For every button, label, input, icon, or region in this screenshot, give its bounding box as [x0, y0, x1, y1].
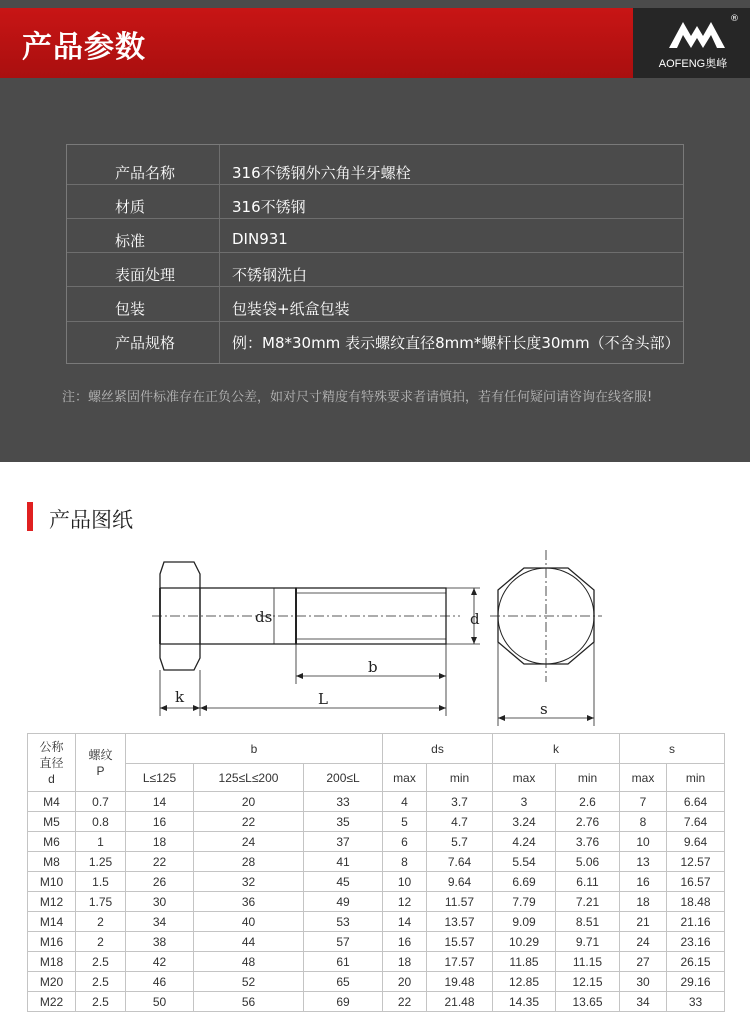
table-cell: 9.64 [427, 872, 493, 892]
table-cell: 20 [194, 792, 304, 812]
table-cell: 12.15 [556, 972, 620, 992]
k-label: k [175, 688, 185, 706]
subheader-cell: max [493, 764, 556, 792]
table-cell: 18 [620, 892, 667, 912]
table-cell: 3.7 [427, 792, 493, 812]
table-cell: 13.57 [427, 912, 493, 932]
ds-label: ds [255, 608, 273, 626]
table-cell: 2.5 [76, 952, 126, 972]
table-cell: 14.35 [493, 992, 556, 1012]
mountain-logo-icon [669, 18, 725, 48]
header-ds: ds [383, 734, 493, 764]
table-cell: 32 [194, 872, 304, 892]
table-cell: 7 [620, 792, 667, 812]
subheader-cell: L≤125 [126, 764, 194, 792]
table-cell: 30 [126, 892, 194, 912]
table-cell: 33 [304, 792, 383, 812]
table-cell: 7.21 [556, 892, 620, 912]
table-cell: 12.85 [493, 972, 556, 992]
table-row [28, 932, 725, 952]
table-cell: 2.6 [556, 792, 620, 812]
header-k: k [493, 734, 620, 764]
table-cell: 24 [194, 832, 304, 852]
l-label: L [318, 690, 328, 708]
table-cell: 49 [304, 892, 383, 912]
table-cell: 9.71 [556, 932, 620, 952]
table-cell: 65 [304, 972, 383, 992]
registered-mark: ® [730, 14, 739, 24]
bolt-technical-drawing [150, 548, 610, 728]
table-cell: 20 [383, 972, 427, 992]
table-cell: 1.75 [76, 892, 126, 912]
table-cell: 40 [194, 912, 304, 932]
param-row [67, 188, 683, 222]
table-cell: 27 [620, 952, 667, 972]
table-cell: 35 [304, 812, 383, 832]
table-cell: 14 [383, 912, 427, 932]
table-cell: 24 [620, 932, 667, 952]
table-cell: 29.16 [667, 972, 725, 992]
table-cell: 37 [304, 832, 383, 852]
table-cell: 0.7 [76, 792, 126, 812]
table-cell: 7.64 [427, 852, 493, 872]
table-cell: 28 [194, 852, 304, 872]
table-cell: 26.15 [667, 952, 725, 972]
table-cell: 2 [76, 912, 126, 932]
table-cell: 44 [194, 932, 304, 952]
table-header-row [28, 734, 725, 764]
table-cell: 50 [126, 992, 194, 1012]
table-cell: 34 [126, 912, 194, 932]
table-row [28, 872, 725, 892]
table-row [28, 952, 725, 972]
header-s: s [620, 734, 725, 764]
table-cell: 18.48 [667, 892, 725, 912]
table-cell: 9.64 [667, 832, 725, 852]
table-cell: 16 [383, 932, 427, 952]
table-row [28, 812, 725, 832]
table-cell: 61 [304, 952, 383, 972]
table-row [28, 852, 725, 872]
table-cell: 7.64 [667, 812, 725, 832]
subheader-cell: 200≤L [304, 764, 383, 792]
row-divider [67, 286, 683, 287]
header-b: b [126, 734, 383, 764]
header-nominal-diameter: 公称 直径 d [28, 734, 76, 792]
row-divider [67, 218, 683, 219]
table-cell: 12 [383, 892, 427, 912]
table-cell: 6.69 [493, 872, 556, 892]
table-cell: M18 [28, 952, 76, 972]
header-banner [0, 8, 750, 78]
param-value: 包装袋+纸盒包装 [232, 300, 350, 318]
table-cell: 3.76 [556, 832, 620, 852]
table-cell: 17.57 [427, 952, 493, 972]
table-cell: 4.7 [427, 812, 493, 832]
d-label: d [470, 610, 480, 628]
param-label: 表面处理 [115, 266, 176, 284]
table-cell: 11.15 [556, 952, 620, 972]
table-cell: 41 [304, 852, 383, 872]
table-cell: 52 [194, 972, 304, 992]
table-cell: 5 [383, 812, 427, 832]
table-cell: 2.76 [556, 812, 620, 832]
table-cell: 1.5 [76, 872, 126, 892]
table-cell: 5.06 [556, 852, 620, 872]
table-cell: 56 [194, 992, 304, 1012]
param-value: 316不锈钢外六角半牙螺栓 [232, 164, 411, 182]
table-cell: 21.16 [667, 912, 725, 932]
table-cell: 18 [126, 832, 194, 852]
table-cell: M10 [28, 872, 76, 892]
table-cell: 4.24 [493, 832, 556, 852]
table-cell: 12.57 [667, 852, 725, 872]
brand-logo [633, 8, 750, 78]
table-cell: 1 [76, 832, 126, 852]
table-cell: 33 [667, 992, 725, 1012]
table-cell: 5.7 [427, 832, 493, 852]
table-cell: 10 [620, 832, 667, 852]
table-row [28, 832, 725, 852]
table-cell: 10.29 [493, 932, 556, 952]
table-cell: 69 [304, 992, 383, 1012]
table-cell: 45 [304, 872, 383, 892]
table-cell: 3 [493, 792, 556, 812]
table-cell: 22 [194, 812, 304, 832]
table-row [28, 792, 725, 812]
table-cell: 46 [126, 972, 194, 992]
table-cell: 21.48 [427, 992, 493, 1012]
table-cell: M22 [28, 992, 76, 1012]
param-row [67, 290, 683, 324]
table-cell: 38 [126, 932, 194, 952]
table-cell: 34 [620, 992, 667, 1012]
row-divider [67, 321, 683, 322]
table-cell: 11.85 [493, 952, 556, 972]
param-row [67, 324, 683, 358]
table-cell: 6 [383, 832, 427, 852]
table-row [28, 992, 725, 1012]
subheader-cell: min [667, 764, 725, 792]
table-cell: 57 [304, 932, 383, 952]
table-cell: M8 [28, 852, 76, 872]
table-cell: 18 [383, 952, 427, 972]
param-label: 产品名称 [115, 164, 176, 182]
param-label: 标准 [115, 232, 146, 250]
table-cell: 2 [76, 932, 126, 952]
drawing-section-title: 产品图纸 [49, 508, 133, 532]
table-cell: 13.65 [556, 992, 620, 1012]
param-label: 包装 [115, 300, 146, 318]
table-cell: 30 [620, 972, 667, 992]
table-cell: 9.09 [493, 912, 556, 932]
table-cell: 7.79 [493, 892, 556, 912]
table-cell: 5.54 [493, 852, 556, 872]
subheader-cell: max [383, 764, 427, 792]
subheader-cell: min [556, 764, 620, 792]
header-thread-pitch: 螺纹 P [76, 734, 126, 792]
table-row [28, 892, 725, 912]
param-label: 材质 [115, 198, 146, 216]
table-cell: 4 [383, 792, 427, 812]
subheader-cell: max [620, 764, 667, 792]
table-cell: 11.57 [427, 892, 493, 912]
table-subheader-row [28, 764, 725, 792]
table-cell: 8.51 [556, 912, 620, 932]
table-cell: 2.5 [76, 972, 126, 992]
table-cell: 3.24 [493, 812, 556, 832]
table-cell: M14 [28, 912, 76, 932]
table-cell: 19.48 [427, 972, 493, 992]
table-cell: M4 [28, 792, 76, 812]
table-cell: 14 [126, 792, 194, 812]
table-cell: 26 [126, 872, 194, 892]
row-divider [67, 252, 683, 253]
table-cell: 13 [620, 852, 667, 872]
param-value: 例：M8*30mm 表示螺纹直径8mm*螺杆长度30mm（不含头部） [232, 334, 680, 352]
table-cell: 2.5 [76, 992, 126, 1012]
disclaimer-note: 注：螺丝紧固件标准存在正负公差，如对尺寸精度有特殊要求者请慎拍，若有任何疑问请咨询在线客服! [62, 390, 653, 405]
table-cell: M5 [28, 812, 76, 832]
table-body [28, 792, 725, 1012]
table-cell: M12 [28, 892, 76, 912]
param-value: 316不锈钢 [232, 198, 306, 216]
table-cell: M6 [28, 832, 76, 852]
table-cell: 22 [383, 992, 427, 1012]
s-label: s [540, 700, 548, 718]
table-cell: 22 [126, 852, 194, 872]
param-value: 不锈钢洗白 [232, 266, 308, 284]
param-row [67, 222, 683, 256]
param-row [67, 154, 683, 188]
parameters-table [66, 144, 684, 364]
table-row [28, 972, 725, 992]
dimension-spec-table [27, 733, 725, 1012]
b-label: b [368, 658, 378, 676]
table-cell: 16.57 [667, 872, 725, 892]
table-cell: 53 [304, 912, 383, 932]
table-cell: 42 [126, 952, 194, 972]
table-row [28, 912, 725, 932]
param-row [67, 256, 683, 290]
table-cell: 16 [126, 812, 194, 832]
table-cell: 6.64 [667, 792, 725, 812]
table-cell: 10 [383, 872, 427, 892]
table-cell: 21 [620, 912, 667, 932]
table-cell: 36 [194, 892, 304, 912]
table-cell: M20 [28, 972, 76, 992]
subheader-cell: min [427, 764, 493, 792]
table-cell: M16 [28, 932, 76, 952]
table-cell: 16 [620, 872, 667, 892]
section-accent-bar [27, 502, 33, 531]
banner-title: 产品参数 [22, 30, 146, 65]
table-cell: 48 [194, 952, 304, 972]
param-value: DIN931 [232, 230, 288, 248]
table-cell: 8 [620, 812, 667, 832]
param-label: 产品规格 [115, 334, 176, 352]
table-cell: 6.11 [556, 872, 620, 892]
subheader-cell: 125≤L≤200 [194, 764, 304, 792]
banner-red-bar [0, 8, 633, 78]
table-cell: 8 [383, 852, 427, 872]
row-divider [67, 184, 683, 185]
table-cell: 1.25 [76, 852, 126, 872]
table-cell: 23.16 [667, 932, 725, 952]
table-cell: 15.57 [427, 932, 493, 952]
table-cell: 0.8 [76, 812, 126, 832]
logo-text: AOFENG奥峰 [658, 58, 728, 70]
parameters-section [0, 0, 750, 462]
